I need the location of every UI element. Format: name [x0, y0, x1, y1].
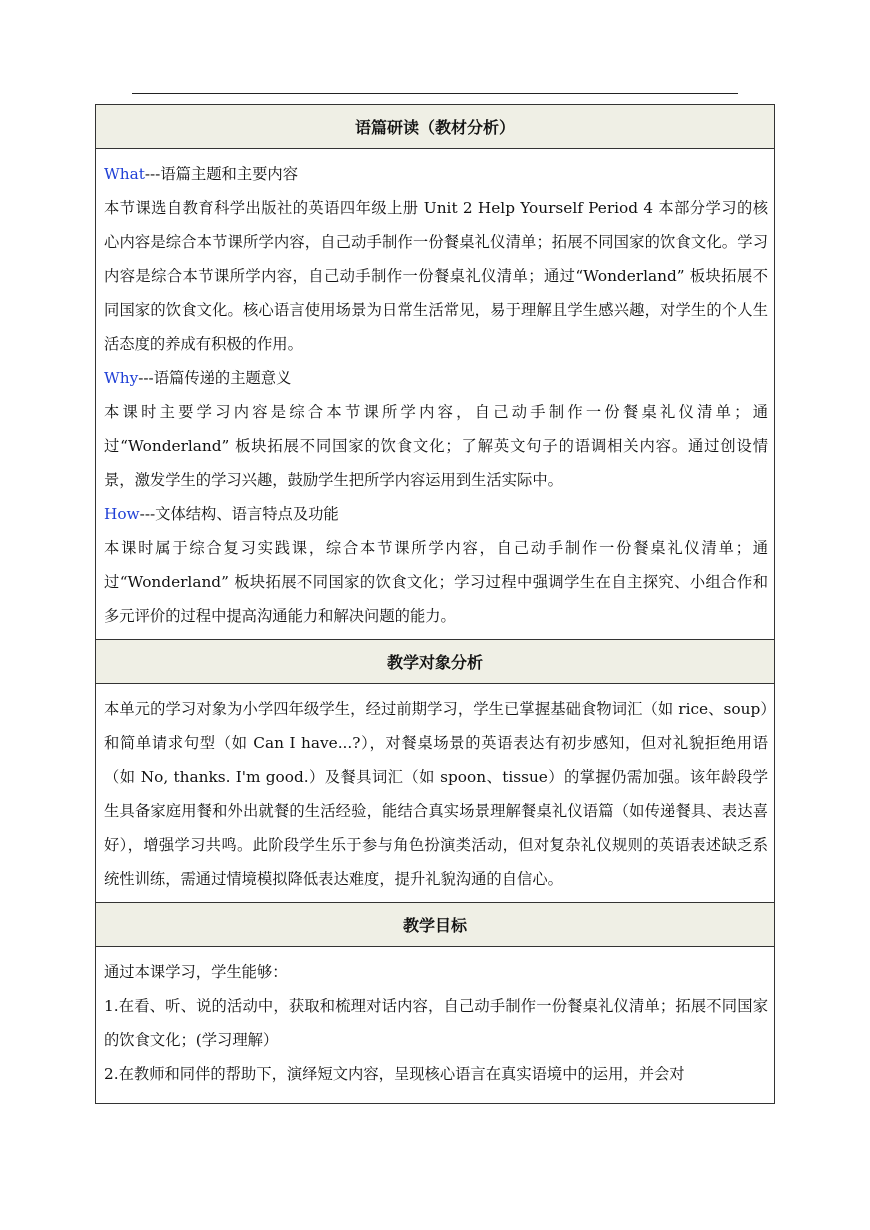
why-heading-text: ---语篇传递的主题意义 [138, 369, 292, 387]
students-section-body [96, 684, 775, 903]
why-paragraph: 本课时主要学习内容是综合本节课所学内容，自己动手制作一份餐桌礼仪清单；通过“Wonderland” 板块拓展不同国家的饮食文化；了解英文句子的语调相关内容。通过创设情景，激发学生的学习兴趣，鼓励学生把所学内容运用到生活实际中。 [104, 403, 768, 489]
what-paragraph: 本节课选自教育科学出版社的英语四年级上册 Unit 2 Help Yourself Period 4 本部分学习的核心内容是综合本节课所学内容，自己动手制作一份餐桌礼仪清单；拓展不同国家的饮食文化。学习内容是综合本节课所学内容，自己动手制作一份餐桌礼仪清单；通过“Wonderland” 板块拓展不同国家的饮食文化。核心语言使用场景为日常生活常见，易于理解且学生感兴趣，对学生的个人生活态度的养成有积极的作用。 [104, 199, 768, 353]
page-header-rule [132, 93, 738, 94]
why-keyword: Why [104, 369, 139, 387]
students-paragraph: 本单元的学习对象为小学四年级学生，经过前期学习，学生已掌握基础食物词汇（如 rice、soup）和简单请求句型（如 Can I have...?），对餐桌场景的英语表达有初步感知，但对礼貌拒绝用语（如 No, thanks. I'm good.）及餐具词汇（如 spoon、tissue）的掌握仍需加强。该年龄段学生具备家庭用餐和外出就餐的生活经验，能结合真实场景理解餐桌礼仪语篇（如传递餐具、表达喜好），增强学习共鸣。此阶段学生乐于参与角色扮演类活动，但对复杂礼仪规则的英语表述缺乏系统性训练，需通过情境模拟降低表达难度，提升礼貌沟通的自信心。 [104, 700, 768, 888]
goal-item-2: 2.在教师和同伴的帮助下，演绎短文内容，呈现核心语言在真实语境中的运用，并会对 [104, 1065, 685, 1083]
goals-section-body [96, 947, 775, 1104]
how-heading [104, 497, 768, 531]
goal-item-1: 1.在看、听、说的活动中，获取和梳理对话内容，自己动手制作一份餐桌礼仪清单；拓展不同国家的饮食文化；(学习理解） [104, 997, 768, 1049]
goals-section-title: 教学目标 [96, 903, 775, 947]
students-section-title: 教学对象分析 [96, 640, 775, 684]
how-paragraph: 本课时属于综合复习实践课，综合本节课所学内容，自己动手制作一份餐桌礼仪清单；通过“Wonderland” 板块拓展不同国家的饮食文化；学习过程中强调学生在自主探究、小组合作和多元评价的过程中提高沟通能力和解决问题的能力。 [104, 539, 768, 625]
analysis-section-body [96, 149, 775, 640]
how-keyword: How [104, 505, 140, 523]
why-heading [104, 361, 768, 395]
lesson-plan-table [95, 104, 775, 1104]
what-keyword: What [104, 165, 145, 183]
what-heading [104, 157, 768, 191]
how-heading-text: ---文体结构、语言特点及功能 [139, 505, 339, 523]
goals-intro: 通过本课学习，学生能够： [104, 963, 288, 981]
what-heading-text: ---语篇主题和主要内容 [144, 165, 299, 183]
analysis-section-title: 语篇研读（教材分析） [96, 105, 775, 149]
